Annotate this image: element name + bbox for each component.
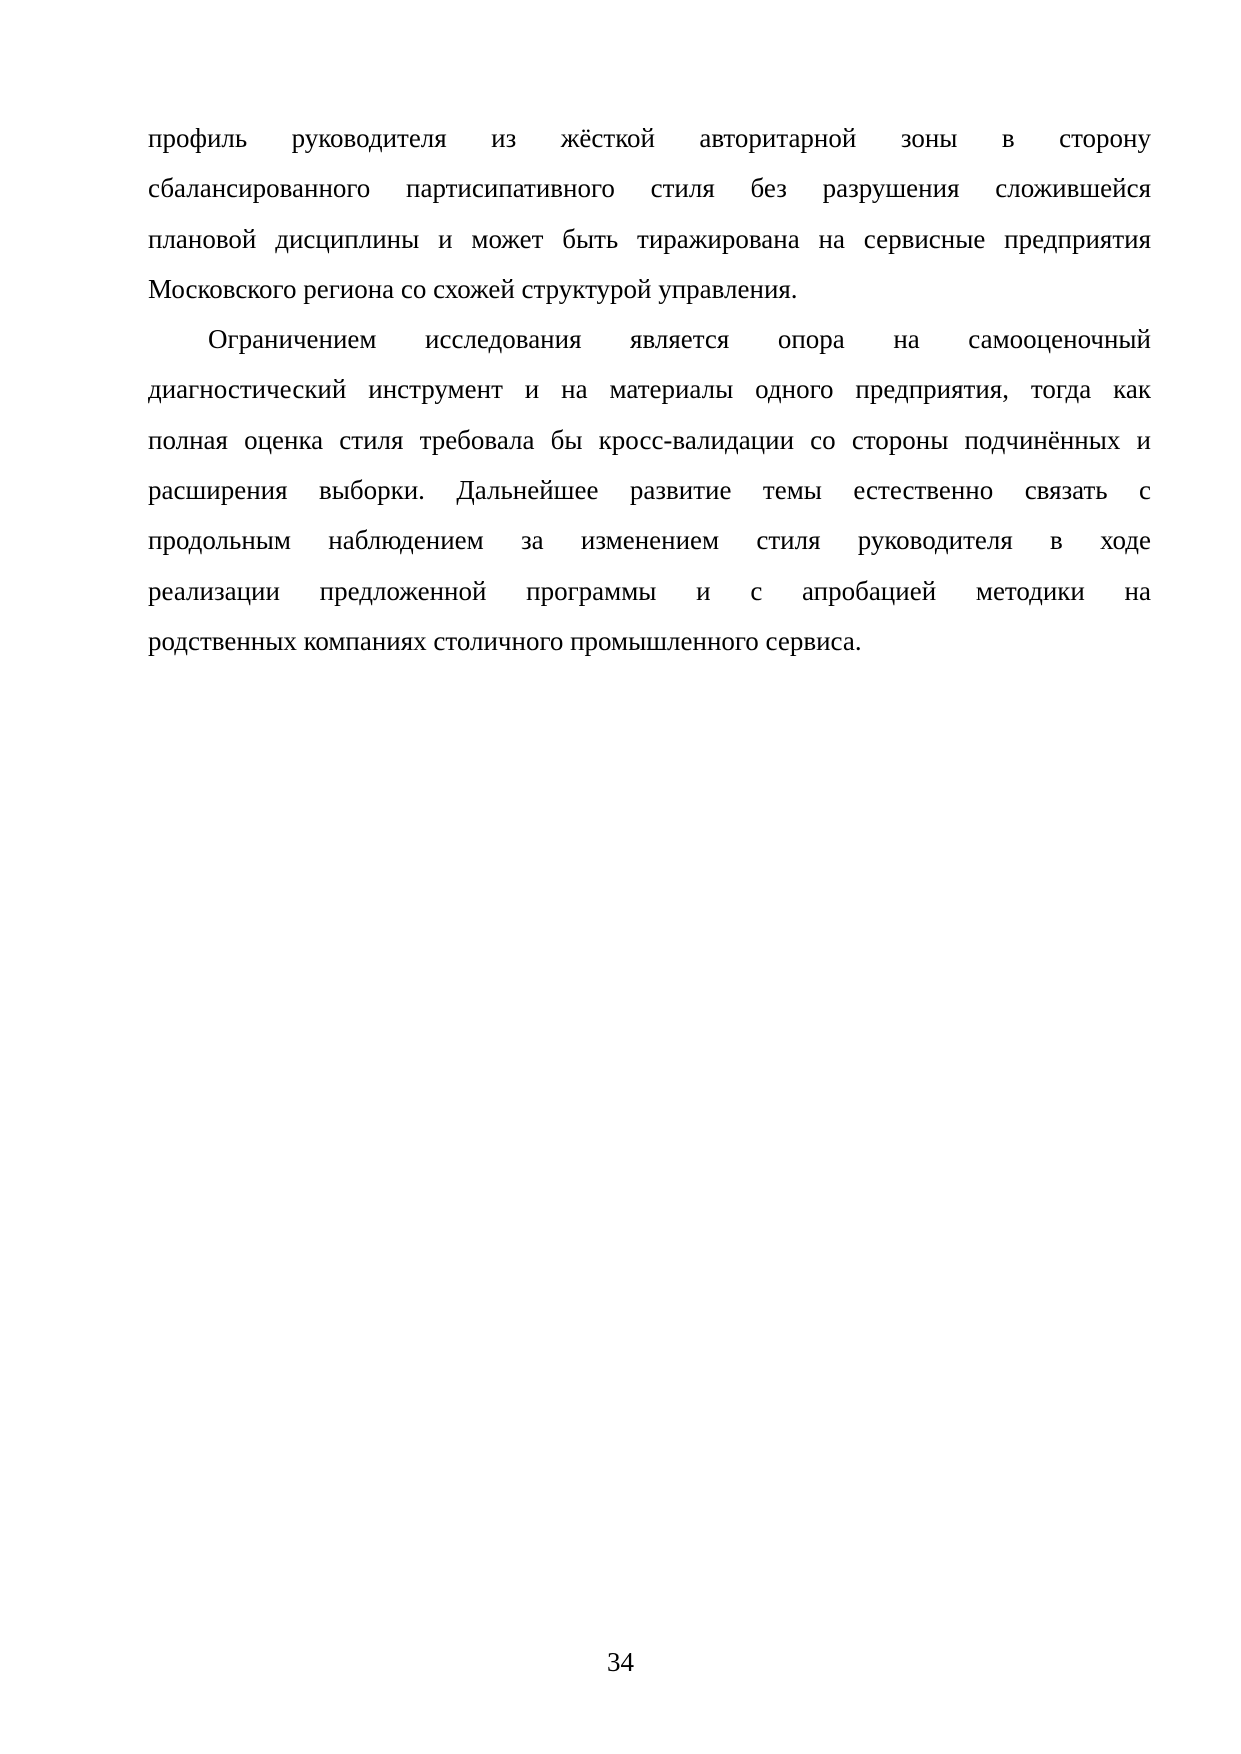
text-line: родственных компаниях столичного промышленного сервиса.	[148, 625, 862, 656]
text-line: Ограничением исследования является опора на самооценочный	[208, 324, 1151, 355]
text-line: полная оценка стиля требовала бы кросс-валидации со стороны подчинённых и	[148, 424, 1151, 455]
paragraph-limitations	[148, 314, 1151, 666]
text-line: Московского региона со схожей структурой управления.	[148, 273, 798, 304]
text-line: реализации предложенной программы и с апробацией методики на	[148, 575, 1151, 606]
text-line: продольным наблюдением за изменением стиля руководителя в ходе	[148, 525, 1151, 556]
body-text	[148, 113, 1151, 666]
paragraph-continuation	[148, 113, 1151, 314]
page-number: 34	[607, 1647, 634, 1677]
text-line: плановой дисциплины и может быть тиражирована на сервисные предприятия	[148, 223, 1151, 254]
text-line: профиль руководителя из жёсткой авторитарной зоны в сторону	[148, 123, 1151, 153]
text-line: расширения выборки. Дальнейшее развитие темы естественно связать с	[148, 475, 1151, 506]
text-line: сбалансированного партисипативного стиля без разрушения сложившейся	[148, 173, 1151, 204]
text-line: диагностический инструмент и на материалы одного предприятия, тогда как	[148, 374, 1151, 405]
